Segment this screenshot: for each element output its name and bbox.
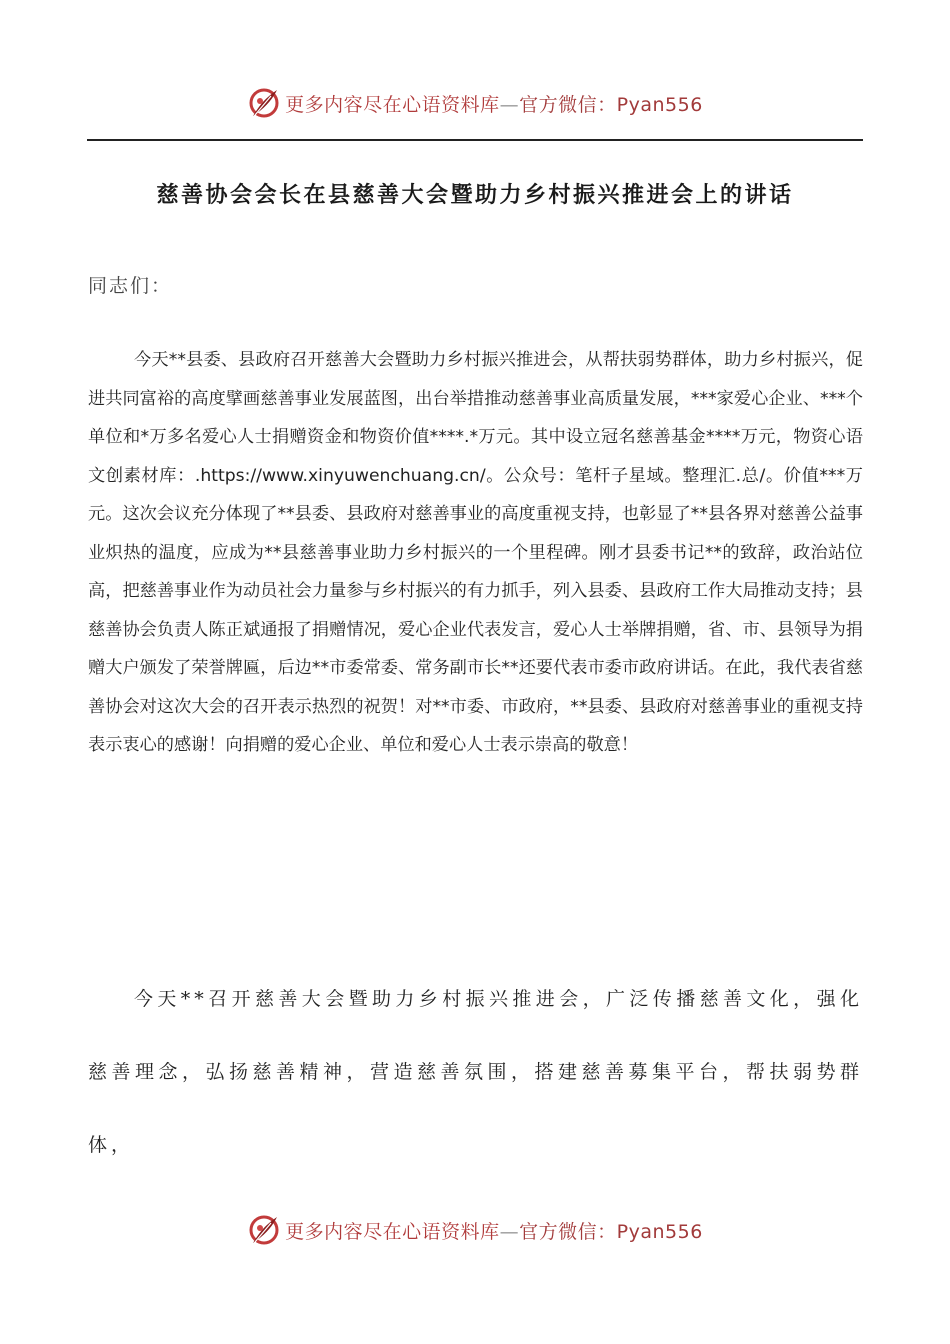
salutation: 同志们： [88,275,173,297]
banner-brand: 更多内容尽在心语资料库 [285,1220,500,1243]
quill-pen-logo-icon [247,86,281,120]
banner-dash: — [499,1220,520,1243]
banner-wechat: 官方微信：Pyan556 [519,1220,703,1243]
footer-banner [0,1210,950,1250]
header-banner [0,83,950,123]
banner-text [285,90,703,117]
banner-text [285,1217,703,1244]
banner-wechat: 官方微信：Pyan556 [519,93,703,116]
quill-pen-logo-icon [247,1213,281,1247]
document-title: 慈善协会会长在县慈善大会暨助力乡村振兴推进会上的讲话 [156,182,794,208]
banner-brand: 更多内容尽在心语资料库 [285,93,500,116]
body-paragraph-1: 今天**县委、县政府召开慈善大会暨助力乡村振兴推进会，从帮扶弱势群体，助力乡村振兴，促进共同富裕的高度擘画慈善事业发展蓝图，出台举措推动慈善事业高质量发展，***家爱心企业、***个单位和*万多名爱心人士捐赠资金和物资价值****.*万元。其中设立冠名慈善基金****万元，物资心语文创素材库：.https://www.xinyuwenchuang.cn/。公众号：笔杆子星域。整理汇.总/。价值***万元。这次会议充分体现了**县委、县政府对慈善事业的高度重视支持，也彰显了**县各界对慈善公益事业炽热的温度，应成为**县慈善事业助力乡村振兴的一个里程碑。刚才县委书记**的致辞，政治站位高，把慈善事业作为动员社会力量参与乡村振兴的有力抓手，列入县委、县政府工作大局推动支持；县慈善协会负责人陈正斌通报了捐赠情况，爱心企业代表发言，爱心人士举牌捐赠，省、市、县领导为捐赠大户颁发了荣誉牌匾，后边**市委常委、常务副市长**还要代表市委市政府讲话。在此，我代表省慈善协会对这次大会的召开表示热烈的祝贺！对**市委、市政府，**县委、县政府对慈善事业的重视支持表示衷心的感谢！向捐赠的爱心企业、单位和爱心人士表示崇高的敬意！ [88,350,863,755]
body-paragraph-2: 今天**召开慈善大会暨助力乡村振兴推进会，广泛传播慈善文化，强化慈善理念，弘扬慈善精神，营造慈善氛围，搭建慈善募集平台，帮扶弱势群体， [88,988,863,1156]
header-divider [87,139,863,141]
banner-dash: — [499,93,520,116]
